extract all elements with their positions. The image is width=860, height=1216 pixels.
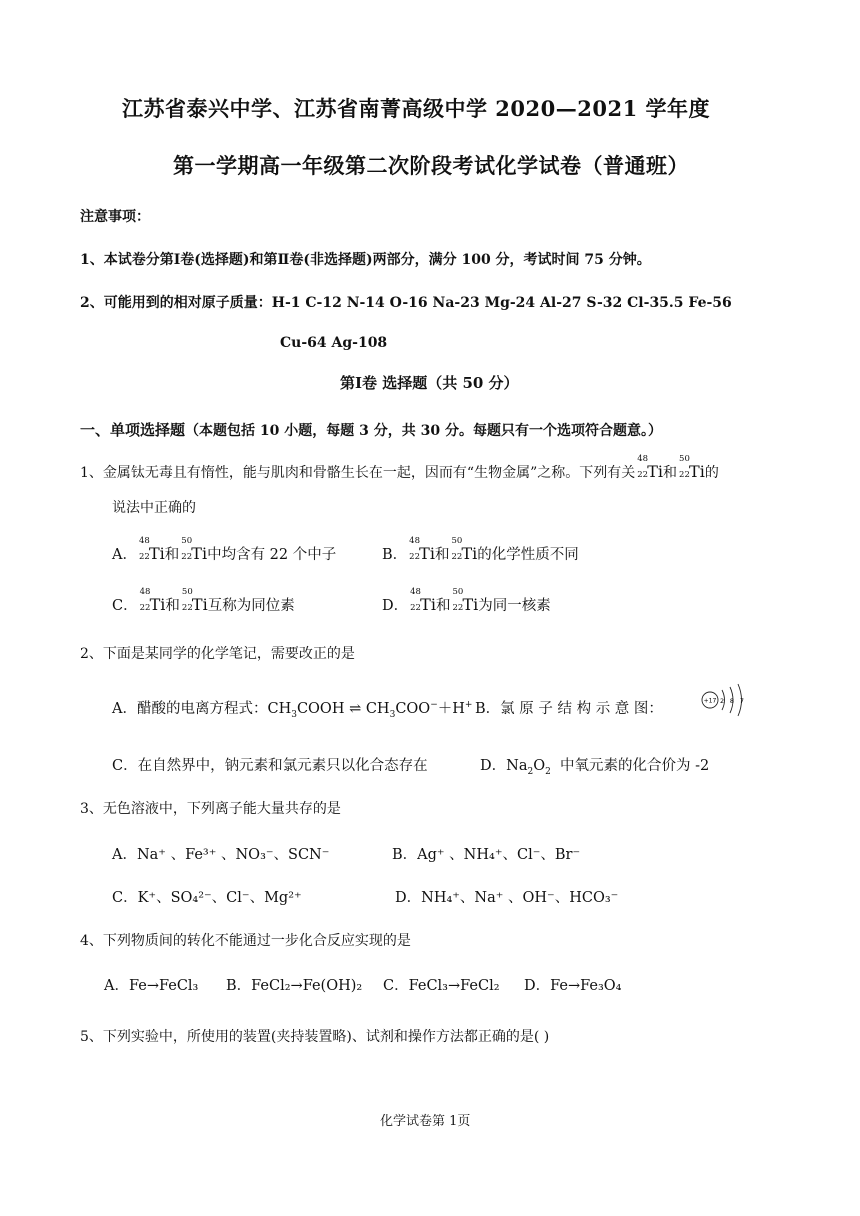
atomic-number: 22 — [138, 552, 150, 562]
q1-stem-text: 1、金属钛无毒且有惰性，能与肌肉和骨骼生长在一起，因而有“生物金属”之称。下列有关 — [80, 465, 636, 481]
q4-stem: 4、下列物质间的转化不能通过一步化合反应实现的是 — [80, 933, 411, 949]
q1-stem — [80, 454, 719, 482]
atomic-number: 22 — [139, 603, 151, 613]
q1-option-b — [382, 536, 579, 564]
exam-title-line2: 第一学期高一年级第二次阶段考试化学试卷（普通班） — [173, 153, 689, 178]
q4-option-a: A．Fe→FeCl₃ — [104, 978, 199, 994]
q3-stem: 3、无色溶液中，下列离子能大量共存的是 — [80, 801, 341, 817]
nuclide-ti48 — [138, 536, 165, 563]
nuclide-ti50 — [452, 587, 479, 614]
q1-option-d — [382, 587, 551, 615]
q2-option-a: A．醋酸的电离方程式：$CH_3COOH$ ⇌ $CH_3COO^-+H^+$ — [112, 700, 473, 720]
atomic-number: 22 — [410, 603, 421, 613]
nuclide-ti50 — [679, 454, 705, 481]
atom-nucleus-label: +17 — [703, 697, 717, 705]
element-symbol: Ti — [647, 462, 664, 481]
nuclide-ti50 — [181, 587, 208, 614]
nuclide-ti48 — [409, 536, 435, 563]
equation-mid: COOH ⇌ CH — [296, 701, 390, 717]
mass-number: 48 — [410, 587, 421, 597]
equation-tail: ＋H — [437, 701, 465, 717]
q5-stem: 5、下列实验中，所使用的装置(夹持装置略)、试剂和操作方法都正确的是( ) — [80, 1029, 550, 1045]
option-text-tail: 中氧元素的化合价为 -2 — [560, 758, 710, 774]
mass-number: 50 — [452, 587, 464, 597]
q1-stem-end: 的 — [704, 465, 719, 481]
atomic-number: 22 — [451, 552, 463, 562]
q3-option-d: D．NH₄⁺、Na⁺ 、OH⁻、HCO₃⁻ — [395, 890, 619, 906]
q1-option-c — [112, 587, 295, 615]
q2-stem: 2、下面是某同学的化学笔记，需要改正的是 — [80, 646, 355, 662]
option-label: B． — [382, 547, 408, 563]
q1-option-a — [112, 536, 337, 564]
q2-option-c: C．在自然界中，钠元素和氯元素只以化合态存在 — [112, 758, 428, 774]
q4-option-b: B．FeCl₂→Fe(OH)₂ — [226, 978, 363, 994]
q1-and: 和 — [435, 598, 451, 614]
page-footer: 化学试卷第 1页 — [380, 1114, 471, 1129]
mass-number: 48 — [409, 536, 420, 546]
atomic-number: 22 — [181, 603, 193, 613]
part1-heading: 第Ⅰ卷 选择题（共 50 分） — [340, 374, 519, 392]
atom-shells-label: 2 8 7 — [720, 697, 744, 705]
option-text: D．Na — [480, 758, 528, 774]
exam-title-line1: 江苏省泰兴中学、江苏省南菁高级中学 2020—2021 学年度 — [122, 96, 711, 121]
nuclide-ti48 — [139, 587, 166, 614]
q1-and: 和 — [434, 547, 450, 563]
option-text: 中均含有 22 个中子 — [207, 547, 337, 563]
chlorine-atom-structure-diagram — [700, 682, 752, 718]
nuclide-ti48 — [637, 454, 664, 481]
mass-number: 48 — [637, 454, 649, 464]
element-symbol: Ti — [191, 544, 208, 563]
option-text: 的化学性质不同 — [477, 547, 579, 563]
mass-number: 50 — [679, 454, 690, 464]
option-text: A．醋酸的电离方程式：CH — [112, 701, 292, 717]
mass-number: 48 — [138, 536, 150, 546]
atomic-number: 22 — [637, 470, 649, 480]
note-1: 1、本试卷分第Ⅰ卷(选择题)和第Ⅱ卷(非选择题)两部分，满分 100 分，考试时间 75 分钟。 — [80, 252, 651, 268]
nuclide-ti50 — [451, 536, 478, 563]
atomic-number: 22 — [452, 603, 464, 613]
atomic-number: 22 — [181, 552, 193, 562]
section1-heading — [80, 419, 662, 440]
q1-and: 和 — [663, 465, 678, 481]
element-symbol: Ti — [191, 595, 208, 614]
equation-end: COO — [395, 701, 431, 717]
option-text: 为同一核素 — [478, 598, 551, 614]
q1-stem-continued: 说法中正确的 — [112, 500, 196, 516]
section1-note: （本题包括 10 小题，每题 3 分，共 30 分。每题只有一个选项符合题意。） — [185, 423, 662, 439]
atomic-number: 22 — [409, 552, 420, 562]
nuclide-ti48 — [410, 587, 436, 614]
mass-number: 50 — [181, 587, 193, 597]
element-symbol: Ti — [462, 595, 479, 614]
mass-number: 50 — [451, 536, 463, 546]
option-text: 互称为同位素 — [207, 598, 295, 614]
section1-title: 一、单项选择题 — [80, 421, 186, 439]
nuclide-ti50 — [181, 536, 208, 563]
q3-option-b: B．Ag⁺ 、NH₄⁺、Cl⁻、Br⁻ — [392, 847, 581, 863]
option-label: D． — [382, 598, 409, 614]
mass-number: 50 — [181, 536, 193, 546]
element-symbol: Ti — [149, 595, 166, 614]
q4-option-c: C．FeCl₃→FeCl₂ — [383, 978, 500, 994]
q2-option-d: D．$Na_2O_2$ 中氧元素的化合价为 -2 — [480, 758, 710, 777]
mass-number: 48 — [139, 587, 151, 597]
notes-heading: 注意事项： — [80, 209, 150, 225]
element-symbol: Ti — [419, 544, 435, 563]
element-symbol: Ti — [148, 544, 165, 563]
q2-option-b: B．氯 原 子 结 构 示 意 图： — [475, 701, 663, 717]
atomic-number: 22 — [679, 470, 690, 480]
q4-option-d: D．Fe→Fe₃O₄ — [524, 978, 622, 994]
q1-and: 和 — [165, 598, 180, 614]
element-symbol: Ti — [689, 462, 705, 481]
element-symbol: Ti — [461, 544, 478, 563]
option-label: C． — [112, 598, 138, 614]
q3-option-c: C．K⁺、SO₄²⁻、Cl⁻、Mg²⁺ — [112, 890, 302, 906]
note-2: 2、可能用到的相对原子质量：H-1 C-12 N-14 O-16 Na-23 Mg-24 Al-27 S-32 Cl-35.5 Fe-56 — [80, 295, 732, 311]
element-symbol: Ti — [420, 595, 436, 614]
option-label: A． — [112, 547, 137, 563]
note-2-continued: Cu-64 Ag-108 — [280, 335, 388, 351]
q1-and: 和 — [164, 547, 180, 563]
q3-option-a: A．Na⁺ 、Fe³⁺ 、NO₃⁻、SCN⁻ — [112, 847, 330, 863]
